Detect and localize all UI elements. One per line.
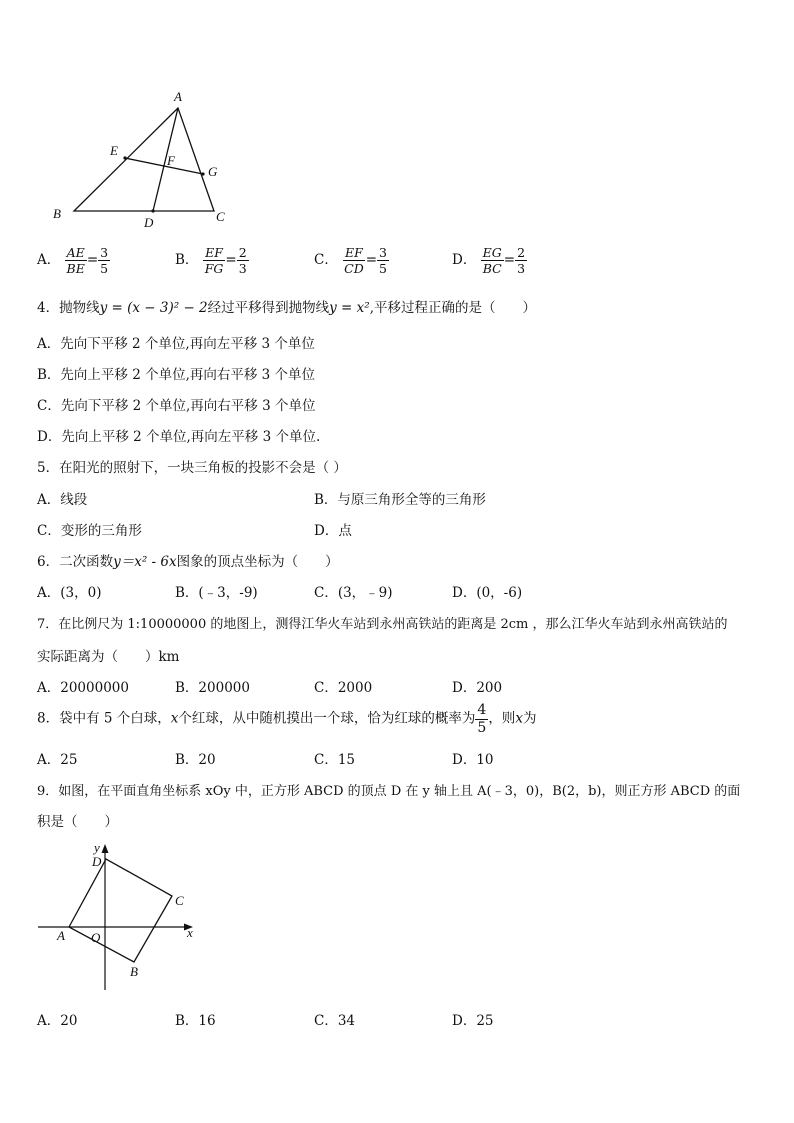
q4-option-b[interactable]: B．先向上平移 2 个单位,再向右平移 3 个单位 xyxy=(37,367,316,383)
label-B: B xyxy=(130,964,138,979)
label-B: B xyxy=(53,206,61,221)
q8-stem: 8．袋中有 5 个白球，x个红球，从中随机摸出一个球，恰为红球的概率为 $\frac{4}{5}$ ，则x为 xyxy=(37,702,537,736)
q6-option-b[interactable]: B．(﹣3，-9) xyxy=(175,585,258,601)
label-G: G xyxy=(208,164,218,179)
square-coordinate-figure xyxy=(30,838,205,998)
q9-stem-line1: 9．如图，在平面直角坐标系 xOy 中，正方形 ABCD 的顶点 D 在 y 轴上且 A(﹣3，0)，B(2，b)，则正方形 ABCD 的面 xyxy=(37,784,741,799)
label-C: C xyxy=(216,209,225,224)
label-A: A xyxy=(174,89,182,104)
q3-option-d[interactable]: D． $\frac{EG}{BC}$ = $\frac{2}{3}$ xyxy=(452,245,526,277)
q3-option-c[interactable]: C． $\frac{EF}{CD}$ = $\frac{3}{5}$ xyxy=(314,245,387,277)
q5-option-b[interactable]: B．与原三角形全等的三角形 xyxy=(314,492,486,508)
q4-option-d[interactable]: D．先向上平移 2 个单位,再向左平移 3 个单位. xyxy=(37,429,321,445)
axis-x-label: x xyxy=(187,925,193,940)
q7-option-b[interactable]: B．200000 xyxy=(175,680,250,696)
label-D: D xyxy=(92,854,102,869)
q9-option-c[interactable]: C．34 xyxy=(314,1013,356,1029)
label-E: E xyxy=(110,143,118,158)
q7-option-a[interactable]: A．20000000 xyxy=(37,680,129,696)
label-C: C xyxy=(175,893,184,908)
q5-option-c[interactable]: C．变形的三角形 xyxy=(37,523,142,539)
triangle-figure xyxy=(44,86,244,232)
q4-stem: 4．抛物线y = (x − 3)² − 2经过平移得到抛物线y = x²,平移过程正确的是（ ） xyxy=(37,300,536,316)
q7-stem-line1: 7．在比例尺为 1:10000000 的地图上，测得江华火车站到永州高铁站的距离是 2cm ，那么江华火车站到永州高铁站的 xyxy=(37,617,728,632)
label-F: F xyxy=(167,153,175,168)
label-A: A xyxy=(57,928,65,943)
q8-option-c[interactable]: C．15 xyxy=(314,752,356,768)
q6-option-d[interactable]: D．(0，-6) xyxy=(452,585,523,601)
q8-option-a[interactable]: A．25 xyxy=(37,752,78,768)
q9-option-a[interactable]: A．20 xyxy=(37,1013,78,1029)
q5-stem: 5．在阳光的照射下，一块三角板的投影不会是（ ） xyxy=(37,460,347,476)
q9-option-d[interactable]: D．25 xyxy=(452,1013,494,1029)
q7-stem-line2: 实际距离为（ ）km xyxy=(37,649,180,665)
q6-stem: 6．二次函数y＝x² - 6x图象的顶点坐标为（ ） xyxy=(37,554,339,570)
q8-option-b[interactable]: B．20 xyxy=(175,752,216,768)
label-D: D xyxy=(144,215,154,230)
q7-option-d[interactable]: D．200 xyxy=(452,680,503,696)
q4-option-a[interactable]: A．先向下平移 2 个单位,再向左平移 3 个单位 xyxy=(37,336,315,352)
q7-option-c[interactable]: C．2000 xyxy=(314,680,373,696)
q8-option-d[interactable]: D．10 xyxy=(452,752,494,768)
q3-option-b[interactable]: B． $\frac{EF}{FG}$ = $\frac{2}{3}$ xyxy=(175,245,247,277)
q4-option-c[interactable]: C．先向下平移 2 个单位,再向右平移 3 个单位 xyxy=(37,398,316,414)
label-O: O xyxy=(91,930,101,945)
q5-option-d[interactable]: D．点 xyxy=(314,523,352,539)
q6-option-a[interactable]: A．(3，0) xyxy=(37,585,102,601)
q5-option-a[interactable]: A．线段 xyxy=(37,492,88,508)
q6-option-c[interactable]: C．(3，﹣9) xyxy=(314,585,393,601)
q9-stem-line2: 积是（ ） xyxy=(37,814,118,830)
axis-y-label: y xyxy=(94,840,100,855)
q3-option-a[interactable]: A． $\frac{AE}{BE}$ = $\frac{3}{5}$ xyxy=(37,245,109,277)
q9-option-b[interactable]: B．16 xyxy=(175,1013,216,1029)
